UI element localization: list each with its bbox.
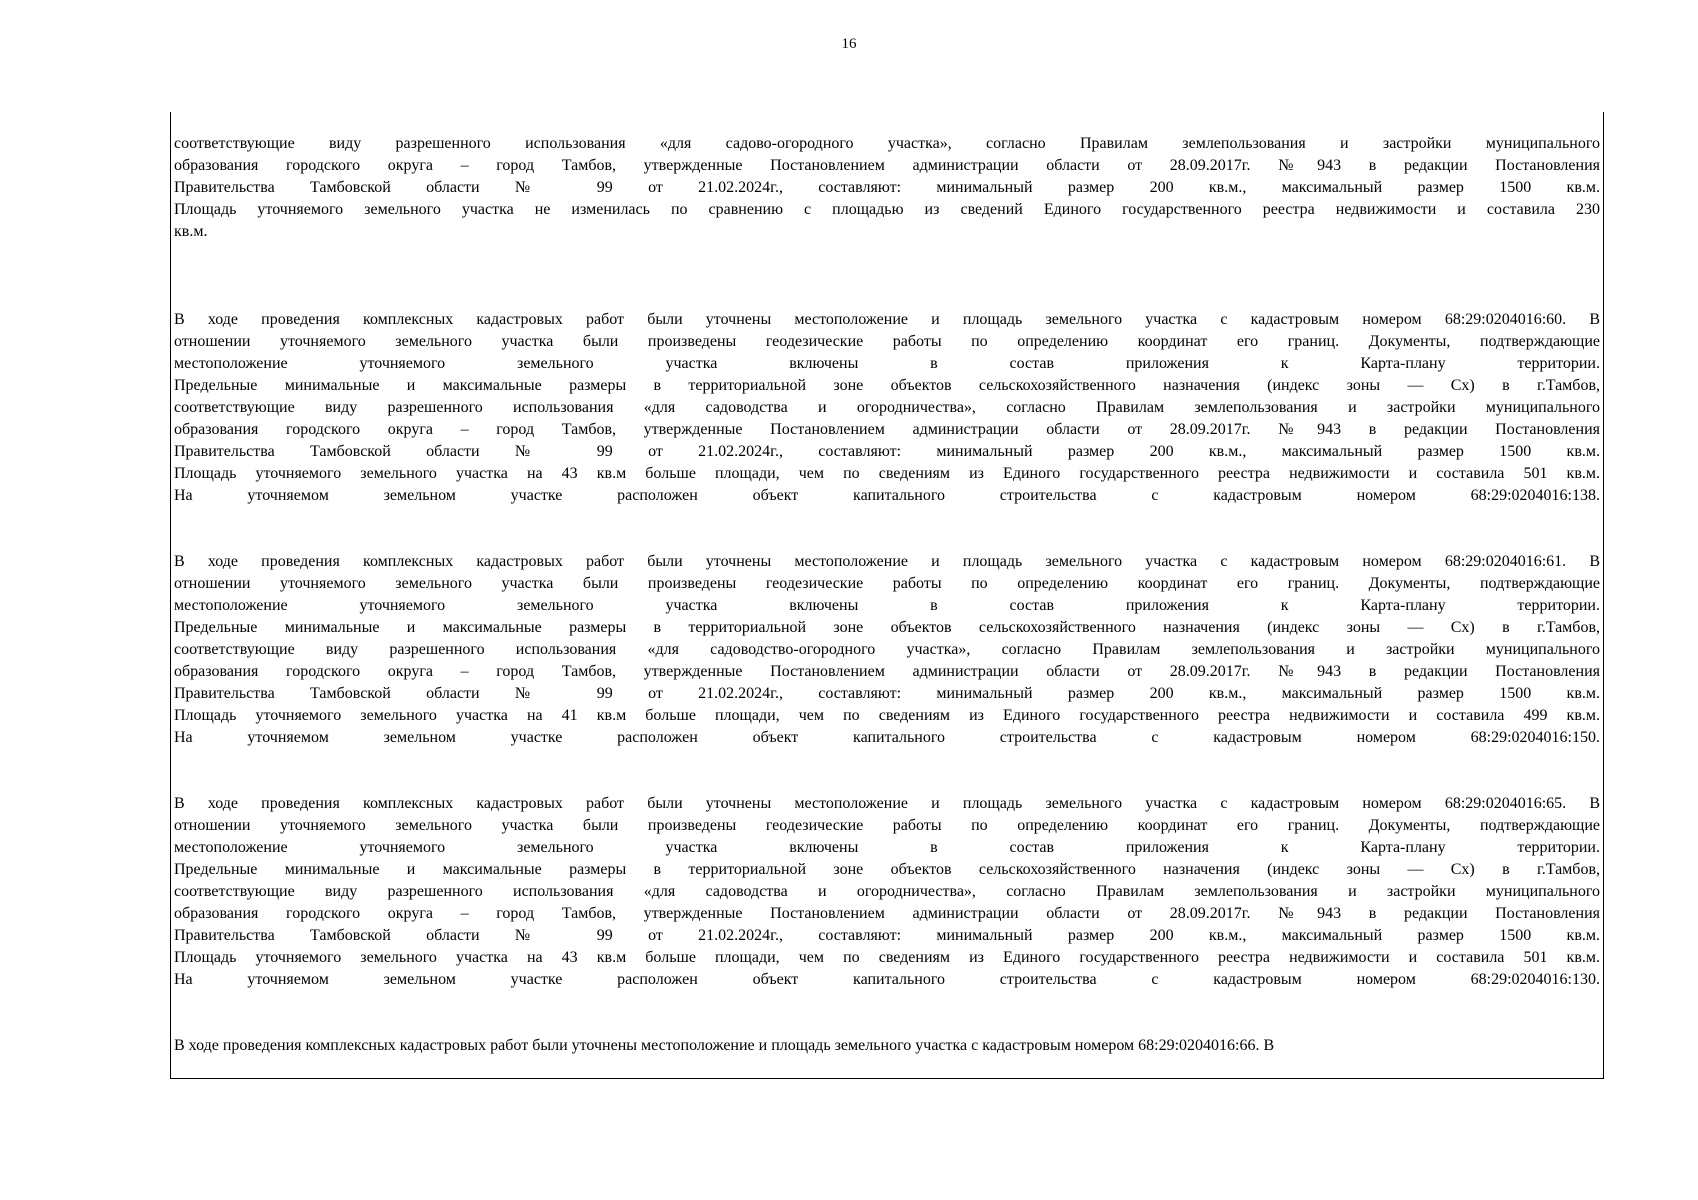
text-line: соответствующие виду разрешенного использования «для садово-огородного участка», согласно Правилам землепользования и застройки муниципального [174, 135, 1600, 152]
text-line: Предельные минимальные и максимальные размеры в территориальной зоне объектов сельскохозяйственного назначения (индекс зоны — Сх) в г.Тамбов, [174, 619, 1600, 636]
text-line: Правительства Тамбовской области № 99 от 21.02.2024г., составляют: минимальный размер 200 кв.м., максимальный размер 1500 кв.м. [174, 927, 1600, 944]
text-line: отношении уточняемого земельного участка были произведены геодезические работы по определению координат его границ. Документы, подтверждающие [174, 817, 1600, 834]
text-line: кв.м. [174, 223, 208, 240]
text-line: На уточняемом земельном участке расположен объект капитального строительства с кадастровым номером 68:29:0204016:138. [174, 487, 1600, 504]
text-line: В ходе проведения комплексных кадастровых работ были уточнены местоположение и площадь земельного участка с кадастровым номером 68:29:0204016:60. В [174, 311, 1600, 328]
paragraph-gap [174, 243, 1600, 309]
text-line: образования городского округа – город Тамбов, утвержденные Постановлением администрации области от 28.09.2017г. №943 в редакции Постановления [174, 157, 1600, 174]
text-line: образования городского округа – город Тамбов, утвержденные Постановлением администрации области от 28.09.2017г. №943 в редакции Постановления [174, 905, 1600, 922]
text-line: Площадь уточняемого земельного участка не изменилась по сравнению с площадью из сведений Единого государственного реестра недвижимости и составила 230 [174, 201, 1600, 218]
text-line: В ходе проведения комплексных кадастровых работ были уточнены местоположение и площадь земельного участка с кадастровым номером 68:29:0204016:61. В [174, 553, 1600, 570]
text-line: Правительства Тамбовской области № 99 от 21.02.2024г., составляют: минимальный размер 200 кв.м., максимальный размер 1500 кв.м. [174, 443, 1600, 460]
paragraph-block-4 [174, 1035, 1600, 1057]
paragraph-gap [174, 507, 1600, 551]
text-line: соответствующие виду разрешенного использования «для садоводства и огородничества», согласно Правилам землепользования и застройки муниципального [174, 399, 1600, 416]
text-line: В ходе проведения комплексных кадастровых работ были уточнены местоположение и площадь земельного участка с кадастровым номером 68:29:0204016:65. В [174, 795, 1600, 812]
text-line: Правительства Тамбовской области № 99 от 21.02.2024г., составляют: минимальный размер 200 кв.м., максимальный размер 1500 кв.м. [174, 179, 1600, 196]
text-line: Правительства Тамбовской области № 99 от 21.02.2024г., составляют: минимальный размер 200 кв.м., максимальный размер 1500 кв.м. [174, 685, 1600, 702]
text-line: Площадь уточняемого земельного участка на 43 кв.м больше площади, чем по сведениям из Единого государственного реестра недвижимости и составила 501 кв.м. [174, 465, 1600, 482]
text-line: На уточняемом земельном участке расположен объект капитального строительства с кадастровым номером 68:29:0204016:150. [174, 729, 1600, 746]
text-line: местоположение уточняемого земельного участка включены в состав приложения к Карта-плану территории. [174, 839, 1600, 856]
paragraph-block-0 [174, 133, 1600, 243]
text-line: Предельные минимальные и максимальные размеры в территориальной зоне объектов сельскохозяйственного назначения (индекс зоны — Сх) в г.Тамбов, [174, 861, 1600, 878]
page-number: 16 [841, 36, 857, 52]
paragraph-block-2 [174, 551, 1600, 749]
paragraph-gap [174, 991, 1600, 1035]
text-line: местоположение уточняемого земельного участка включены в состав приложения к Карта-плану территории. [174, 597, 1600, 614]
paragraph-gap [174, 749, 1600, 793]
text-line: соответствующие виду разрешенного использования «для садоводства и огородничества», согласно Правилам землепользования и застройки муниципального [174, 883, 1600, 900]
text-line: На уточняемом земельном участке расположен объект капитального строительства с кадастровым номером 68:29:0204016:130. [174, 971, 1600, 988]
paragraph-block-3 [174, 793, 1600, 991]
text-line: Предельные минимальные и максимальные размеры в территориальной зоне объектов сельскохозяйственного назначения (индекс зоны — Сх) в г.Тамбов, [174, 377, 1600, 394]
text-line: соответствующие виду разрешенного использования «для садоводство-огородного участка», согласно Правилам землепользования и застройки муниципального [174, 641, 1600, 658]
text-line: В ходе проведения комплексных кадастровых работ были уточнены местоположение и площадь земельного участка с кадастровым номером 68:29:0204016:66. В [174, 1037, 1275, 1054]
text-line: образования городского округа – город Тамбов, утвержденные Постановлением администрации области от 28.09.2017г. №943 в редакции Постановления [174, 421, 1600, 438]
text-frame [170, 112, 1604, 1079]
text-line: местоположение уточняемого земельного участка включены в состав приложения к Карта-плану территории. [174, 355, 1600, 372]
text-line: образования городского округа – город Тамбов, утвержденные Постановлением администрации области от 28.09.2017г. №943 в редакции Постановления [174, 663, 1600, 680]
text-line: Площадь уточняемого земельного участка на 43 кв.м больше площади, чем по сведениям из Единого государственного реестра недвижимости и составила 501 кв.м. [174, 949, 1600, 966]
text-line: Площадь уточняемого земельного участка на 41 кв.м больше площади, чем по сведениям из Единого государственного реестра недвижимости и составила 499 кв.м. [174, 707, 1600, 724]
paragraph-block-1 [174, 309, 1600, 507]
document-body [174, 133, 1600, 1057]
text-line: отношении уточняемого земельного участка были произведены геодезические работы по определению координат его границ. Документы, подтверждающие [174, 575, 1600, 592]
text-line: отношении уточняемого земельного участка были произведены геодезические работы по определению координат его границ. Документы, подтверждающие [174, 333, 1600, 350]
